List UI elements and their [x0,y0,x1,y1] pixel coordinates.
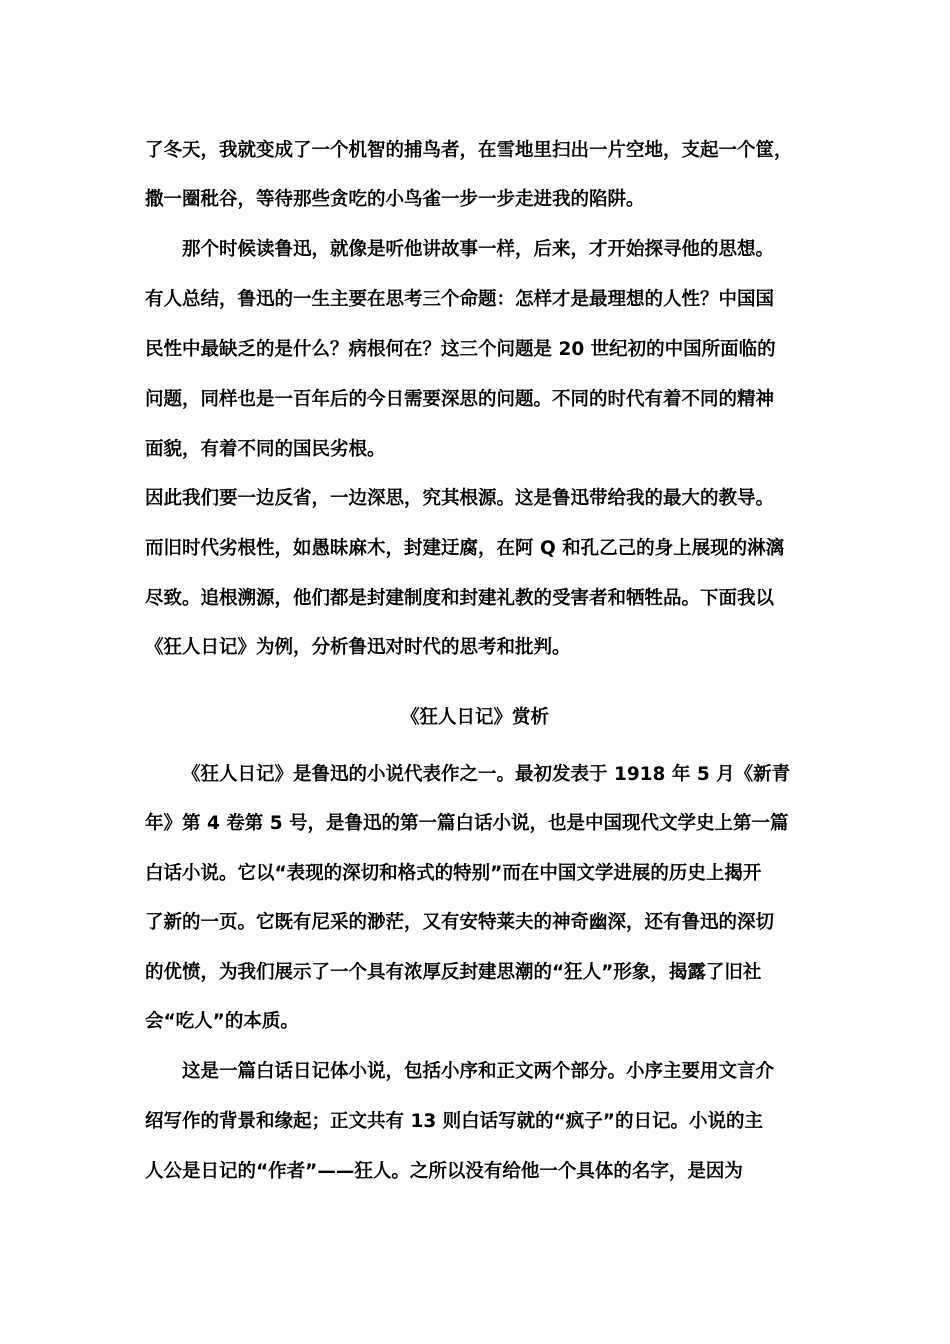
text-line: 年》第 4 卷第 5 号，是鲁迅的第一篇白话小说，也是中国现代文学史上第一篇 [145,813,789,834]
text-line: 有人总结，鲁迅的一生主要在思考三个命题：怎样才是最理想的人性？中国国 [145,289,775,310]
text-line: 问题，同样也是一百年后的今日需要深思的问题。不同的时代有着不同的精神 [145,389,775,410]
text-line: 面貌，有着不同的国民劣根。 [145,439,386,460]
text-line: 《狂人日记》为例，分析鲁迅对时代的思考和批判。 [145,637,571,658]
text-line: 那个时候读鲁迅，就像是听他讲故事一样，后来，才开始探寻他的思想。 [182,239,775,260]
text-line: 撒一圈秕谷，等待那些贪吃的小鸟雀一步一步走进我的陷阱。 [145,189,645,210]
text-line: 白话小说。它以“表现的深切和格式的特别”而在中国文学进展的历史上揭开 [145,863,762,884]
text-line: 了新的一页。它既有尼采的渺茫，又有安特莱夫的神奇幽深，还有鲁迅的深切 [145,912,775,933]
text-line: 了冬天，我就变成了一个机智的捕鸟者，在雪地里扫出一片空地，支起一个筐， [145,140,793,161]
text-line: 民性中最缺乏的是什么？病根何在？这三个问题是 20 世纪初的中国所面临的 [145,339,776,360]
text-line: 绍写作的背景和缘起；正文共有 13 则白话写就的“疯子”的日记。小说的主 [145,1111,763,1132]
text-line: 这是一篇白话日记体小说，包括小序和正文两个部分。小序主要用文言介 [182,1061,775,1082]
text-line: 人公是日记的“作者”——狂人。之所以没有给他一个具体的名字，是因为 [145,1161,743,1182]
text-line: 尽致。追根溯源，他们都是封建制度和封建礼教的受害者和牺牲品。下面我以 [145,588,775,609]
text-line: 而旧时代劣根性，如愚昧麻木，封建迂腐，在阿 Q 和孔乙己的身上展现的淋漓 [145,538,785,559]
text-line: 因此我们要一边反省，一边深思，究其根源。这是鲁迅带给我的最大的教导。 [145,488,775,509]
text-line: 会“吃人”的本质。 [145,1011,299,1032]
text-line: 的优愤，为我们展示了一个具有浓厚反封建思潮的“狂人”形象，揭露了旧社 [145,962,762,983]
text-line: 《狂人日记》是鲁迅的小说代表作之一。最初发表于 1918 年 5 月《新青 [182,764,791,785]
section-heading: 《狂人日记》赏析 [400,707,549,728]
